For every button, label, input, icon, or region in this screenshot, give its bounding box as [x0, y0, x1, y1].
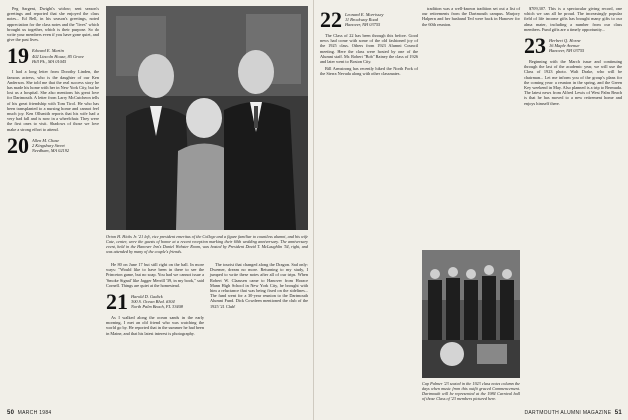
left-footer: [7, 410, 52, 416]
magazine-name: DARTMOUTH ALUMNI MAGAZINE: [524, 410, 612, 416]
photo-caption: Orton H. Hicks Jr. '21 left, vice president emeritus of the College and a figure familiar to countless alumni, and his wife Cate, center, were the guests of honor at a recent reception marking their 60th wedding anniversary. The anniversary event, held in the Hanover Inn's Daniel Webster Room, was hosted by President David T. McLaughlin '54, right, and was attended by many of the couple's friends.: [106, 234, 308, 254]
secretary-name: Edward E. Martin: [32, 48, 64, 54]
class-19-header: 19 Edward E. Martin 402 Lincoln House, 85 Grove Hill Pk., MA 01045: [7, 43, 84, 69]
right-footer: [524, 410, 622, 416]
right-column-2: [422, 6, 520, 29]
secretary-name: Allen M. Chase: [32, 137, 60, 143]
right-column-1: [320, 6, 418, 79]
class-number: 21: [106, 289, 128, 315]
left-column-1: [7, 6, 99, 159]
left-column-3: [210, 262, 308, 311]
class-22-fund-notes: $709,307. This is a spectacular giving record, one which we can all be proud. The increasingly popular field of life income gifts has brought many gifts to our alma mater, including a number from our class members. Fund gifts are a timely opportunity...: [524, 6, 622, 32]
class-20-header: 20 Allen M. Chase 2 Kingsbury Street Needham, MA 02192: [7, 132, 70, 158]
class-23-header: 23 Herbert Q. Horne 16 Maple Avenue Hanover, NH 03755: [524, 33, 585, 59]
right-page: [314, 0, 628, 420]
class-number: 23: [524, 33, 546, 59]
page-number: 51: [614, 410, 622, 416]
band-photo: [422, 250, 520, 378]
class-21-notes-continued: The tourist that changed along the Dragon. Sad only: Dwemer, dream no more. Returning to my study, I jumped to write these notes after all of our trips. When Robert W. Claassen came to Hanover from Horace Mann High School in New York City, he brought with him a reluctance that was being fixed on the sidelines... The fund went for a 30-year reunion to the Dartmouth Alumni Fund. Dick Cowdeen mentioned the club of the 1925 '21 Club!: [210, 262, 308, 309]
left-column-2: [106, 262, 204, 338]
issue-date: MARCH 1984: [17, 410, 52, 416]
class-19-notes: I had a long letter from Dorothy Linden, the famous actress, who is the daughter of our Ken Anderson. She told me that the real success story he has made his home with her in New York City, but he lost us a hospital. She also mentions his great love for Dartmouth. A letter from Larry McCutcheon tells of his great friendship with Tom Tirol. He who has been transplanted to a nursing home and cannot feel much joy. Ken Ollsmith reports that his wife had a very bad fall and is now in a wheelchair. They were the first ones to visit. Shadows of those we love make a strong effort to attend.: [7, 69, 99, 132]
class-number: 20: [7, 132, 29, 158]
class-22-notes: The Class of 22 has been through this before. Good news had come with some of the old fashioned joy of the 1925 class. Others from 1923 Alumni Council meeting. Here the class were hosted by one of the Alumni staff. Mr. Robert "Bob" Rainey the class of 1926 and later went to Boston City.: [320, 33, 418, 65]
class-22-notes-continued: tradition was a well-known tradition set out a list of our retirements from the Dartmouth campus. Marjory Halpern and her husband Ted were back in Hanover for the 60th reunion.: [422, 6, 520, 27]
class-21-header: 21 Harold D. Gadick 300 S. Ocean Blvd. #304 North Palm Beach, FL 33408: [106, 289, 183, 315]
class-20-notes: He 80 on June 17 but still right on the ball. In more ways: "Would like to have been in there to see the Princeton game, but no soap. You had we cannot issue a 'Smoke Signal' like Jagger Merrill '39, in my book," said Cornell. Things are quiet at the homestead.: [106, 262, 204, 288]
secretary-name: Leonard E. Morrissey: [345, 12, 384, 17]
intro-paragraph: Peg Sargent, Dwight's widow; sent season's greetings and reported that she enjoyed the class notes... Ed Bell, in his season's greetings, noted appreciation for the class notes and the "lives" which brought us together, which is their purpose. So do write your members even if you have gone quiet, and give the past lives.: [7, 6, 99, 43]
right-column-3: [524, 6, 622, 108]
class-22-header: 22 Leonard E. Morrissey 11 Brockway Road Hanover, NH 03755: [320, 7, 384, 32]
page-number: 50: [7, 410, 15, 416]
anniversary-photo: [106, 6, 308, 230]
secretary-name: Harold D. Gadick: [131, 294, 163, 300]
class-number: 22: [320, 7, 342, 32]
secretary-name: Herbert Q. Horne: [549, 38, 581, 44]
class-number: 19: [7, 43, 29, 69]
class-23-notes: Beginning with the March issue and continuing through the last of the academic year, we will use the Class of 1923 photo. Walt Drake, who will be chairman... Let me inform you of the group's plans for the coming year: a reunion in the spring, and the Green Key weekend in May. Also planned is a trip to Bermuda. The latest news from Alfred Lewis of West Palm Beach is that he has moved to a new retirement home and enjoys himself there.: [524, 59, 622, 106]
class-21-notes: As I walked along the ocean sands in the early morning, I met an old friend who was watching the world go by. He reported that in the summer he had been in Maine, and that his latest interest is photography.: [106, 315, 204, 336]
band-photo-caption: Cap Palmer '23 seated in the 1923 class notes column the days when music from this outfit graced Commencement. Dartmouth will be represented at the 1984 Carnival ball of those Class of '23 members pictured here.: [422, 381, 520, 401]
class-22-notes-2: Bill Armstrong has recently hiked the North Fork of the Sierra Nevada along with other classmates.: [320, 66, 418, 77]
